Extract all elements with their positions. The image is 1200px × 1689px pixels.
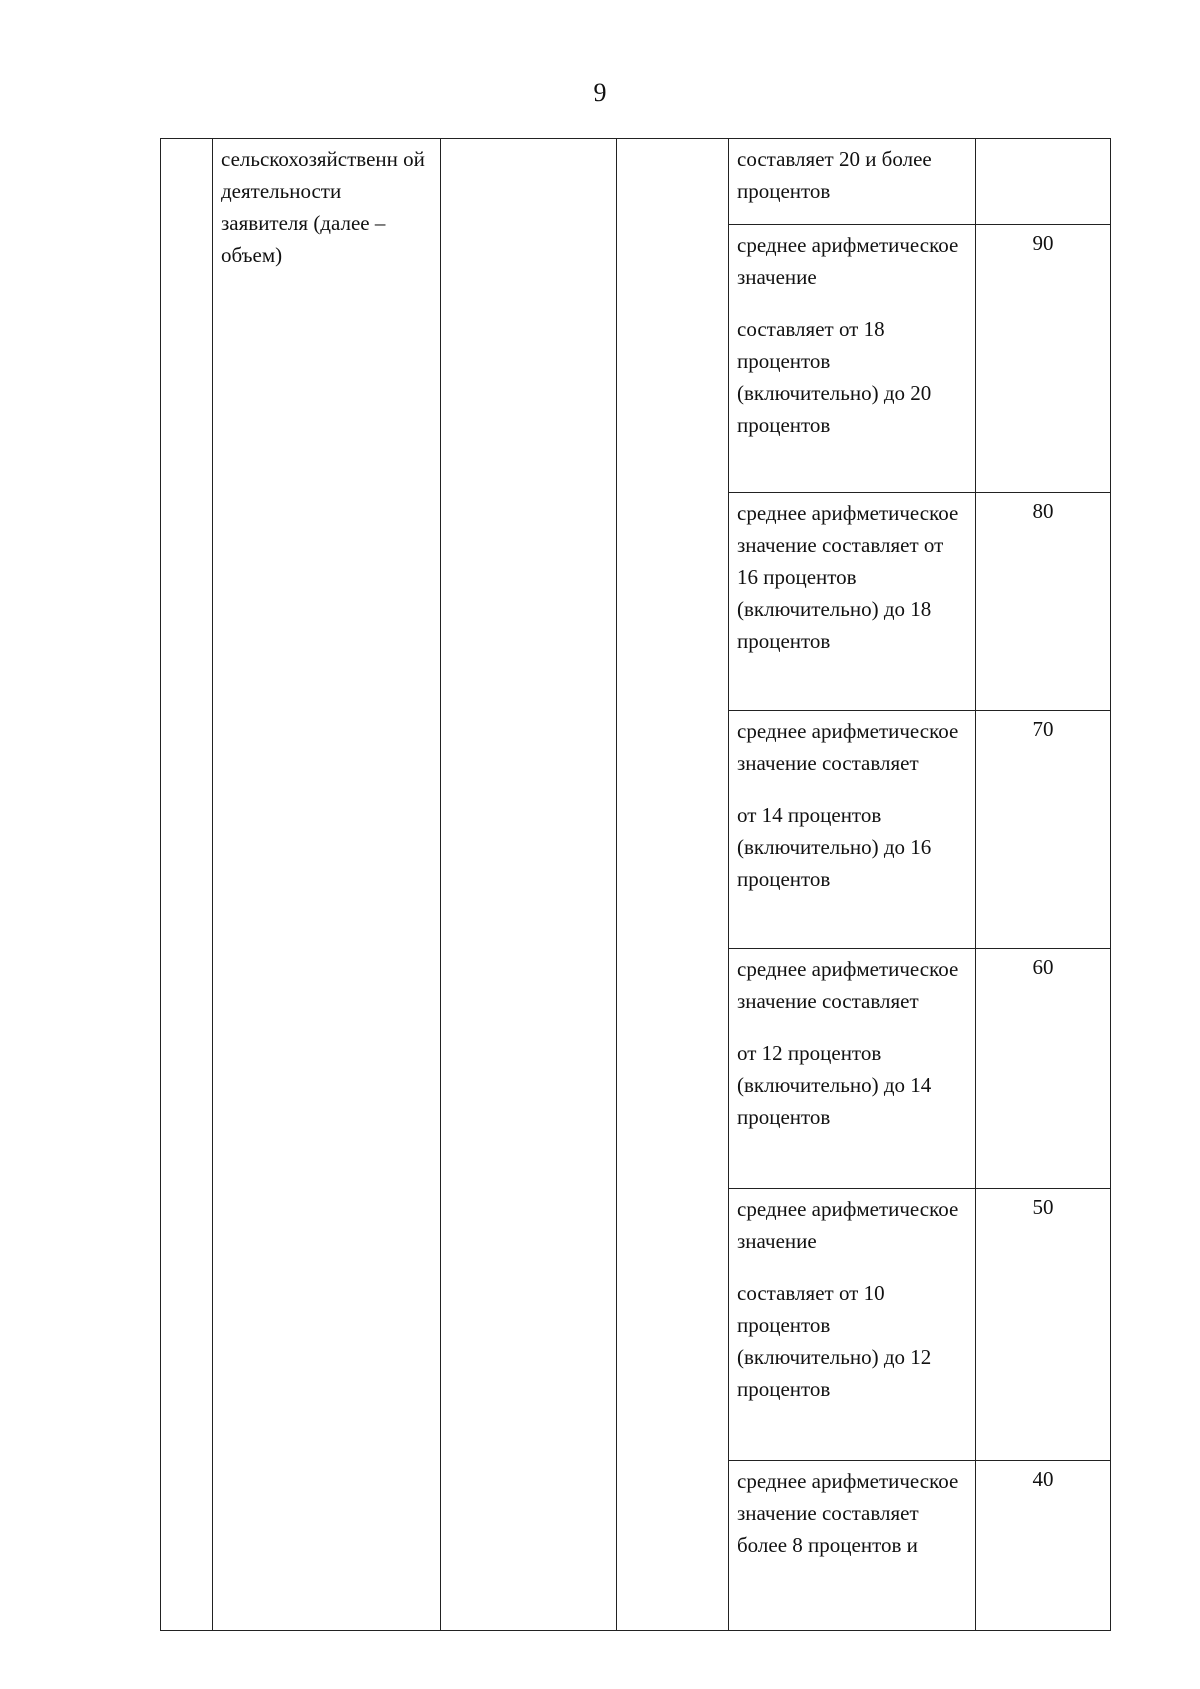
score-cell: [976, 493, 1111, 711]
condition-text: среднее арифметическое значение составляет более 8 процентов и: [737, 1469, 959, 1557]
page-number: 9: [593, 78, 607, 107]
score-value: 70: [1032, 717, 1054, 741]
condition-text: составляет от 10 процентов (включительно) до 12 процентов: [737, 1281, 932, 1401]
table-row: [161, 139, 1111, 225]
score-value: 80: [1032, 499, 1054, 523]
score-value: 50: [1032, 1195, 1054, 1219]
score-cell: [976, 1461, 1111, 1631]
condition-text: среднее арифметическое значение составляет: [737, 719, 959, 775]
criterion-text: сельскохозяйственн ой деятельности заявителя (далее – объем): [221, 147, 425, 267]
score-value: 90: [1032, 231, 1054, 255]
condition-text: от 12 процентов (включительно) до 14 процентов: [737, 1041, 932, 1129]
score-cell: [976, 949, 1111, 1189]
condition-cell: [729, 225, 976, 493]
criteria-table: [160, 138, 1111, 1631]
criterion-cell: [213, 139, 441, 1631]
condition-text: среднее арифметическое значение составляет: [737, 957, 959, 1013]
empty-cell: [441, 139, 617, 1631]
number-cell: [161, 139, 213, 1631]
score-cell: [976, 1189, 1111, 1461]
condition-cell: [729, 1189, 976, 1461]
score-cell: [976, 711, 1111, 949]
condition-text: составляет от 18 процентов (включительно) до 20 процентов: [737, 317, 932, 437]
condition-text: среднее арифметическое значение: [737, 1197, 959, 1253]
condition-text: среднее арифметическое значение составляет от 16 процентов (включительно) до 18 процентов: [737, 501, 959, 653]
score-cell: [976, 225, 1111, 493]
condition-text: составляет 20 и более процентов: [737, 147, 932, 203]
condition-cell: [729, 949, 976, 1189]
condition-cell: [729, 493, 976, 711]
score-value: 40: [1032, 1467, 1054, 1491]
condition-text: от 14 процентов (включительно) до 16 процентов: [737, 803, 932, 891]
condition-cell: [729, 1461, 976, 1631]
condition-cell: [729, 139, 976, 225]
empty-cell: [617, 139, 729, 1631]
condition-text: среднее арифметическое значение: [737, 233, 959, 289]
condition-cell: [729, 711, 976, 949]
score-value: 60: [1032, 955, 1054, 979]
score-cell: [976, 139, 1111, 225]
